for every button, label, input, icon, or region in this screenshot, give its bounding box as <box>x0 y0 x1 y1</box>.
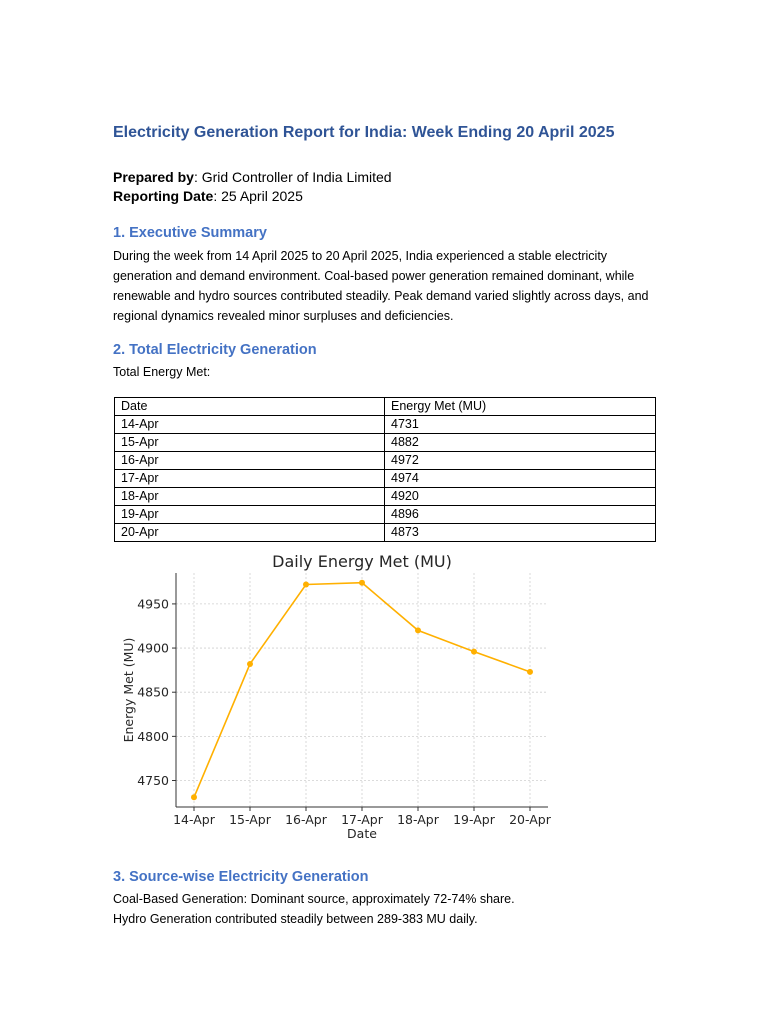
x-tick-label: 19-Apr <box>453 812 495 827</box>
table-row <box>115 506 656 524</box>
reporting-date-value: : 25 April 2025 <box>213 188 303 204</box>
data-point <box>527 669 533 675</box>
table-row <box>115 524 656 542</box>
section-3-heading: 3. Source-wise Electricity Generation <box>113 869 369 885</box>
table-row <box>115 452 656 470</box>
table-header-date: Date <box>115 398 385 416</box>
section-1-heading: 1. Executive Summary <box>113 225 267 241</box>
table-cell-date: 20-Apr <box>115 524 385 542</box>
table-row <box>115 434 656 452</box>
table-cell-energy: 4896 <box>385 506 656 524</box>
report-meta <box>113 168 392 206</box>
chart-grid <box>176 573 548 807</box>
reporting-date-line <box>113 187 392 206</box>
chart-y-ticks <box>137 596 176 788</box>
table-cell-date: 15-Apr <box>115 434 385 452</box>
table-cell-date: 19-Apr <box>115 506 385 524</box>
table-cell-date: 14-Apr <box>115 416 385 434</box>
table-cell-energy: 4974 <box>385 470 656 488</box>
daily-energy-met-chart <box>110 545 570 845</box>
table-header-row <box>115 398 656 416</box>
table-cell-date: 18-Apr <box>115 488 385 506</box>
y-tick-label: 4750 <box>137 773 169 789</box>
energy-met-table <box>114 397 656 542</box>
prepared-by-line <box>113 168 392 187</box>
table-cell-date: 17-Apr <box>115 470 385 488</box>
report-title: Electricity Generation Report for India: Week Ending 20 April 2025 <box>113 124 615 141</box>
total-energy-intro: Total Energy Met: <box>113 365 211 379</box>
data-point <box>359 580 365 586</box>
x-tick-label: 17-Apr <box>341 812 383 827</box>
prepared-by-value: : Grid Controller of India Limited <box>193 169 392 185</box>
data-point <box>247 661 253 667</box>
x-tick-label: 14-Apr <box>173 812 215 827</box>
data-point <box>471 649 477 655</box>
y-tick-label: 4850 <box>137 684 169 700</box>
reporting-date-label: Reporting Date <box>113 188 214 204</box>
chart-title: Daily Energy Met (MU) <box>272 552 452 571</box>
y-tick-label: 4800 <box>137 728 169 744</box>
table-cell-energy: 4731 <box>385 416 656 434</box>
y-axis-label: Energy Met (MU) <box>121 637 136 743</box>
section-2-heading: 2. Total Electricity Generation <box>113 342 317 358</box>
data-point <box>415 627 421 633</box>
x-tick-label: 16-Apr <box>285 812 327 827</box>
x-tick-label: 15-Apr <box>229 812 271 827</box>
y-tick-label: 4900 <box>137 640 169 656</box>
table-row <box>115 488 656 506</box>
data-point <box>191 794 197 800</box>
hydro-generation-text: Hydro Generation contributed steadily between 289-383 MU daily. <box>113 912 478 926</box>
table-row <box>115 416 656 434</box>
table-header-energy: Energy Met (MU) <box>385 398 656 416</box>
data-point <box>303 581 309 587</box>
chart-x-ticks <box>173 807 552 827</box>
x-tick-label: 20-Apr <box>509 812 551 827</box>
executive-summary-text: During the week from 14 April 2025 to 20 April 2025, India experienced a stable electricity generation and demand environment. Coal-based power generation remained dominant, while renewable and hydro sources contributed steadily. Peak demand varied slightly across days, and regional dynamics revealed minor surpluses and deficiencies. <box>113 249 649 323</box>
prepared-by-label: Prepared by <box>113 169 194 185</box>
table-cell-energy: 4920 <box>385 488 656 506</box>
table-row <box>115 470 656 488</box>
y-tick-label: 4950 <box>137 596 169 612</box>
table-cell-energy: 4882 <box>385 434 656 452</box>
x-tick-label: 18-Apr <box>397 812 439 827</box>
table-cell-date: 16-Apr <box>115 452 385 470</box>
table-cell-energy: 4873 <box>385 524 656 542</box>
coal-generation-text: Coal-Based Generation: Dominant source, approximately 72-74% share. <box>113 892 515 906</box>
table-cell-energy: 4972 <box>385 452 656 470</box>
x-axis-label: Date <box>347 826 377 841</box>
